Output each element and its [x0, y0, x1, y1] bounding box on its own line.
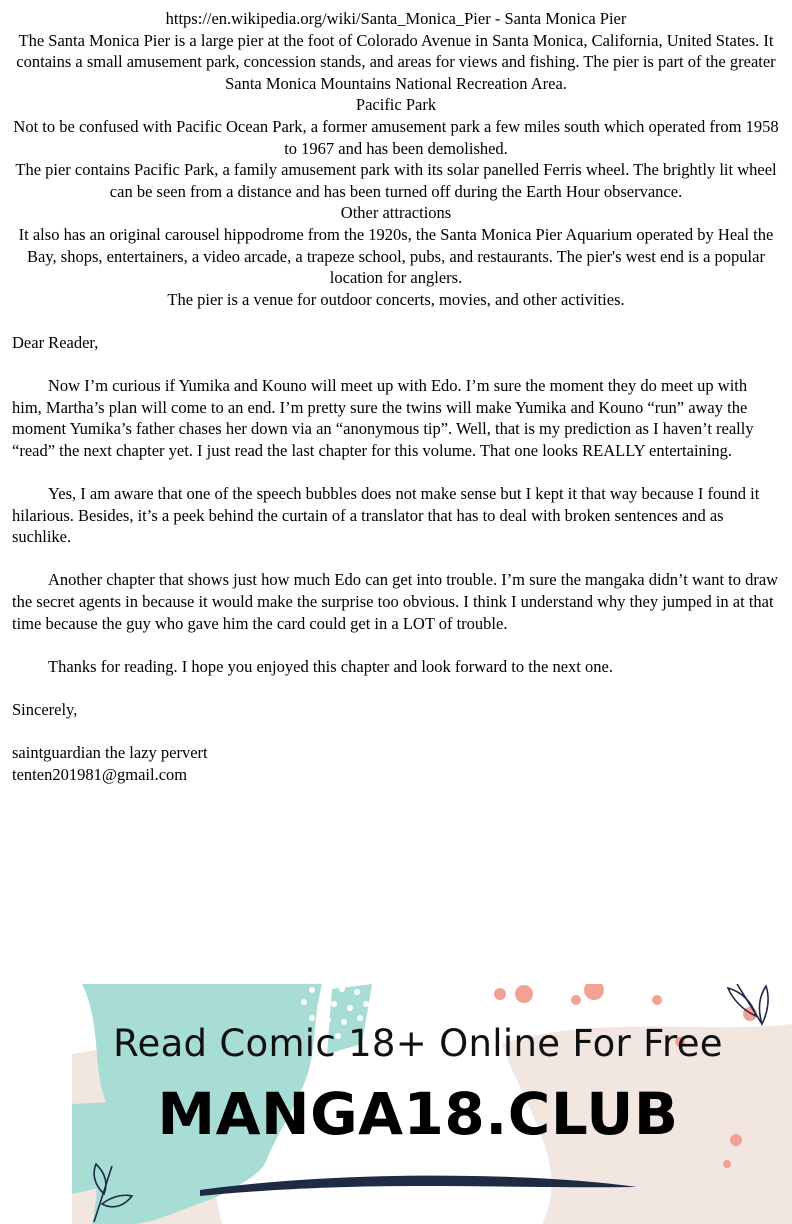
section-body-venue: The pier is a venue for outdoor concerts, movies, and other activities.	[167, 289, 625, 309]
letter-paragraph: Another chapter that shows just how much Edo can get into trouble. I’m sure the mangaka didn’t want to draw the secret agents in because it would make the surprise too obvious. I think I understand why they jumped in at that time because the guy who gave him the card could get in a LOT of trouble.	[12, 570, 779, 633]
article-intro: The Santa Monica Pier is a large pier at the foot of Colorado Avenue in Santa Monica, California, United States. It contains a small amusement park, concession stands, and areas for views and fishing. The pier is part of the greater Santa Monica Mountains National Recreation Area.	[16, 30, 776, 93]
letter-greeting: Dear Reader,	[12, 332, 99, 352]
document-page	[12, 8, 780, 785]
signature-name: saintguardian the lazy pervert	[12, 743, 208, 763]
letter-paragraph: Yes, I am aware that one of the speech bubbles does not make sense but I kept it that way because I found it hilarious. Besides, it’s a peek behind the curtain of a translator that has to deal with broken sentences and as suchlike.	[12, 484, 760, 547]
article-section	[12, 8, 780, 310]
banner-site-name[interactable]: MANGA18.CLUB	[157, 1080, 679, 1148]
promo-banner[interactable]	[72, 984, 792, 1224]
banner-tagline[interactable]: Read Comic 18+ Online For Free	[113, 1022, 723, 1065]
letter-paragraph: Thanks for reading. I hope you enjoyed this chapter and look forward to the next one.	[48, 656, 613, 676]
section-title-pacific-park: Pacific Park	[355, 95, 437, 115]
section-body-other-attractions: It also has an original carousel hippodrome from the 1920s, the Santa Monica Pier Aquarium operated by Heal the Bay, shops, entertainers, a video arcade, a trapeze school, pubs, and restaurants. The pier's west end is a popular location for anglers.	[18, 224, 774, 288]
section-body-pacific-park: The pier contains Pacific Park, a family amusement park with its solar panelled Ferris wheel. The brightly lit wheel can be seen from a distance and has been turned off during the Earth Hour observance.	[15, 160, 777, 201]
signature-email: tenten201981@gmail.com	[12, 764, 188, 784]
section-title-other-attractions: Other attractions	[340, 203, 452, 223]
section-note: Not to be confused with Pacific Ocean Park, a former amusement park a few miles south which operated from 1958 to 1967 and has been demolished.	[13, 116, 779, 158]
letter-closing: Sincerely,	[12, 700, 78, 719]
letter-section	[12, 332, 780, 785]
article-heading: https://en.wikipedia.org/wiki/Santa_Monica_Pier - Santa Monica Pier	[165, 9, 627, 28]
letter-paragraph: Now I’m curious if Yumika and Kouno will meet up with Edo. I’m sure the moment they do meet up with him, Martha’s plan will come to an end. I’m pretty sure the twins will make Yumika and Kouno “run” away the moment Yumika’s father chases her down via an “anonymous tip”. Well, that is my prediction as I haven’t really “read” the next chapter yet. I just read the last chapter for this volume. That one looks REALLY entertaining.	[12, 376, 754, 460]
